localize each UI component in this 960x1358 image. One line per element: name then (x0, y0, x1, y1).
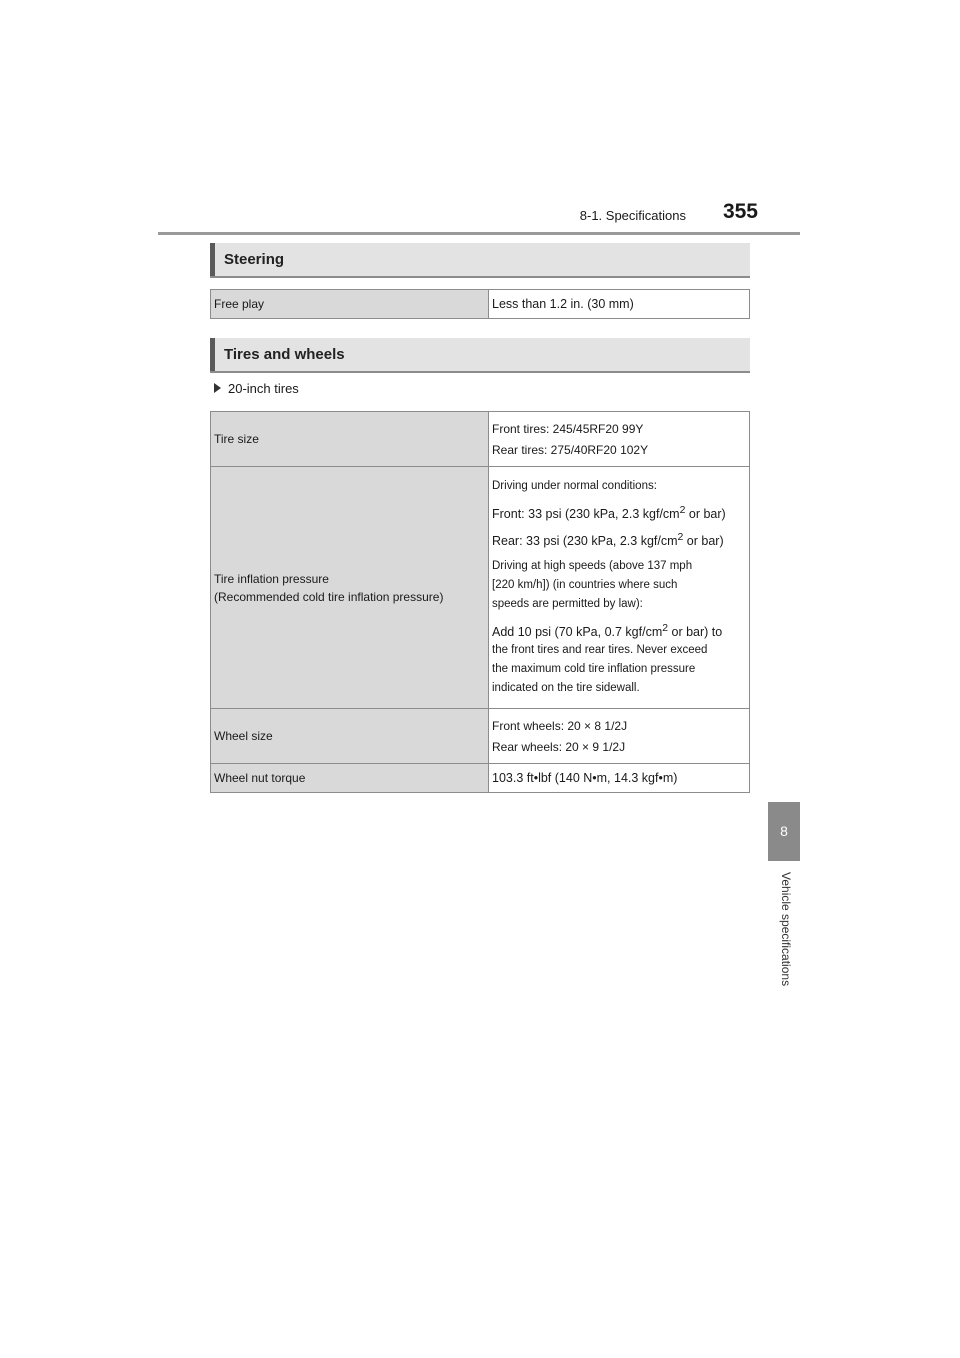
page-number: 355 (722, 200, 758, 223)
free-play-value: Less than 1.2 in. (30 mm) (489, 290, 750, 319)
chapter-label-text: Vehicle specifications (779, 872, 793, 987)
section-heading: 8-1. Specifications (579, 208, 686, 223)
superscript: 2 (662, 622, 669, 634)
high-speed-line2: [220 km/h]) (in countries where such (492, 578, 678, 591)
table-row (211, 764, 750, 793)
front-pressure-suffix: or bar) (685, 507, 726, 522)
free-play-label: Free play (211, 290, 489, 319)
header-rule (158, 232, 800, 235)
wheel-size-label: Wheel size (211, 709, 489, 764)
front-tire-size: Front tires: 245/45RF20 99Y (492, 421, 644, 436)
rear-pressure-suffix: or bar) (683, 534, 724, 549)
high-speed-line3: speeds are permitted by law): (492, 597, 643, 610)
tires-section-bar (210, 338, 750, 373)
tires-table (210, 411, 750, 793)
triangle-bullet-icon (214, 383, 221, 393)
high-speed-line1: Driving at high speeds (above 137 mph (492, 559, 693, 572)
add-pressure-line3: the maximum cold tire inflation pressure (492, 662, 696, 675)
steering-table (210, 289, 750, 319)
add-pressure-line1 (492, 620, 746, 641)
tire-size-value (489, 412, 750, 467)
add-pressure-line4: indicated on the tire sidewall. (492, 681, 640, 694)
table-row (211, 709, 750, 764)
wheel-nut-torque-label: Wheel nut torque (211, 764, 489, 793)
front-wheel-size: Front wheels: 20 × 8 1/2J (492, 718, 628, 733)
add-pressure-suffix: or bar) to (668, 624, 723, 639)
add-pressure-line2: the front tires and rear tires. Never exceed (492, 643, 708, 656)
rear-wheel-size: Rear wheels: 20 × 9 1/2J (492, 739, 626, 754)
add-pressure-text: Add 10 psi (70 kPa, 0.7 kgf/cm (492, 624, 663, 639)
chapter-label (768, 872, 800, 1012)
wheel-size-value (489, 709, 750, 764)
steering-section-bar (210, 243, 750, 278)
rear-pressure (492, 529, 746, 550)
tire-pressure-label (211, 467, 489, 709)
wheel-nut-torque-value: 103.3 ft•lbf (140 N•m, 14.3 kgf•m) (489, 764, 750, 793)
section-marker (210, 338, 215, 371)
tire-size-label: Tire size (211, 412, 489, 467)
tire-pressure-label-line2: (Recommended cold tire inflation pressure) (214, 589, 444, 604)
steering-section-title: Steering (224, 251, 285, 268)
table-row (211, 290, 750, 319)
chapter-tab: 8 (768, 802, 800, 861)
normal-conditions-heading: Driving under normal conditions: (492, 480, 657, 493)
table-row (211, 467, 750, 709)
tire-subheading (214, 381, 299, 396)
tire-pressure-value (489, 467, 750, 709)
front-pressure-text: Front: 33 psi (230 kPa, 2.3 kgf/cm (492, 507, 680, 522)
superscript: 2 (677, 532, 684, 544)
table-row (211, 412, 750, 467)
tire-subheading-text: 20-inch tires (228, 381, 299, 396)
front-pressure (492, 502, 746, 523)
rear-pressure-text: Rear: 33 psi (230 kPa, 2.3 kgf/cm (492, 534, 678, 549)
superscript: 2 (679, 505, 686, 517)
tire-pressure-label-line1: Tire inflation pressure (214, 571, 329, 586)
tires-section-title: Tires and wheels (224, 346, 345, 363)
section-marker (210, 243, 215, 276)
rear-tire-size: Rear tires: 275/40RF20 102Y (492, 442, 649, 457)
